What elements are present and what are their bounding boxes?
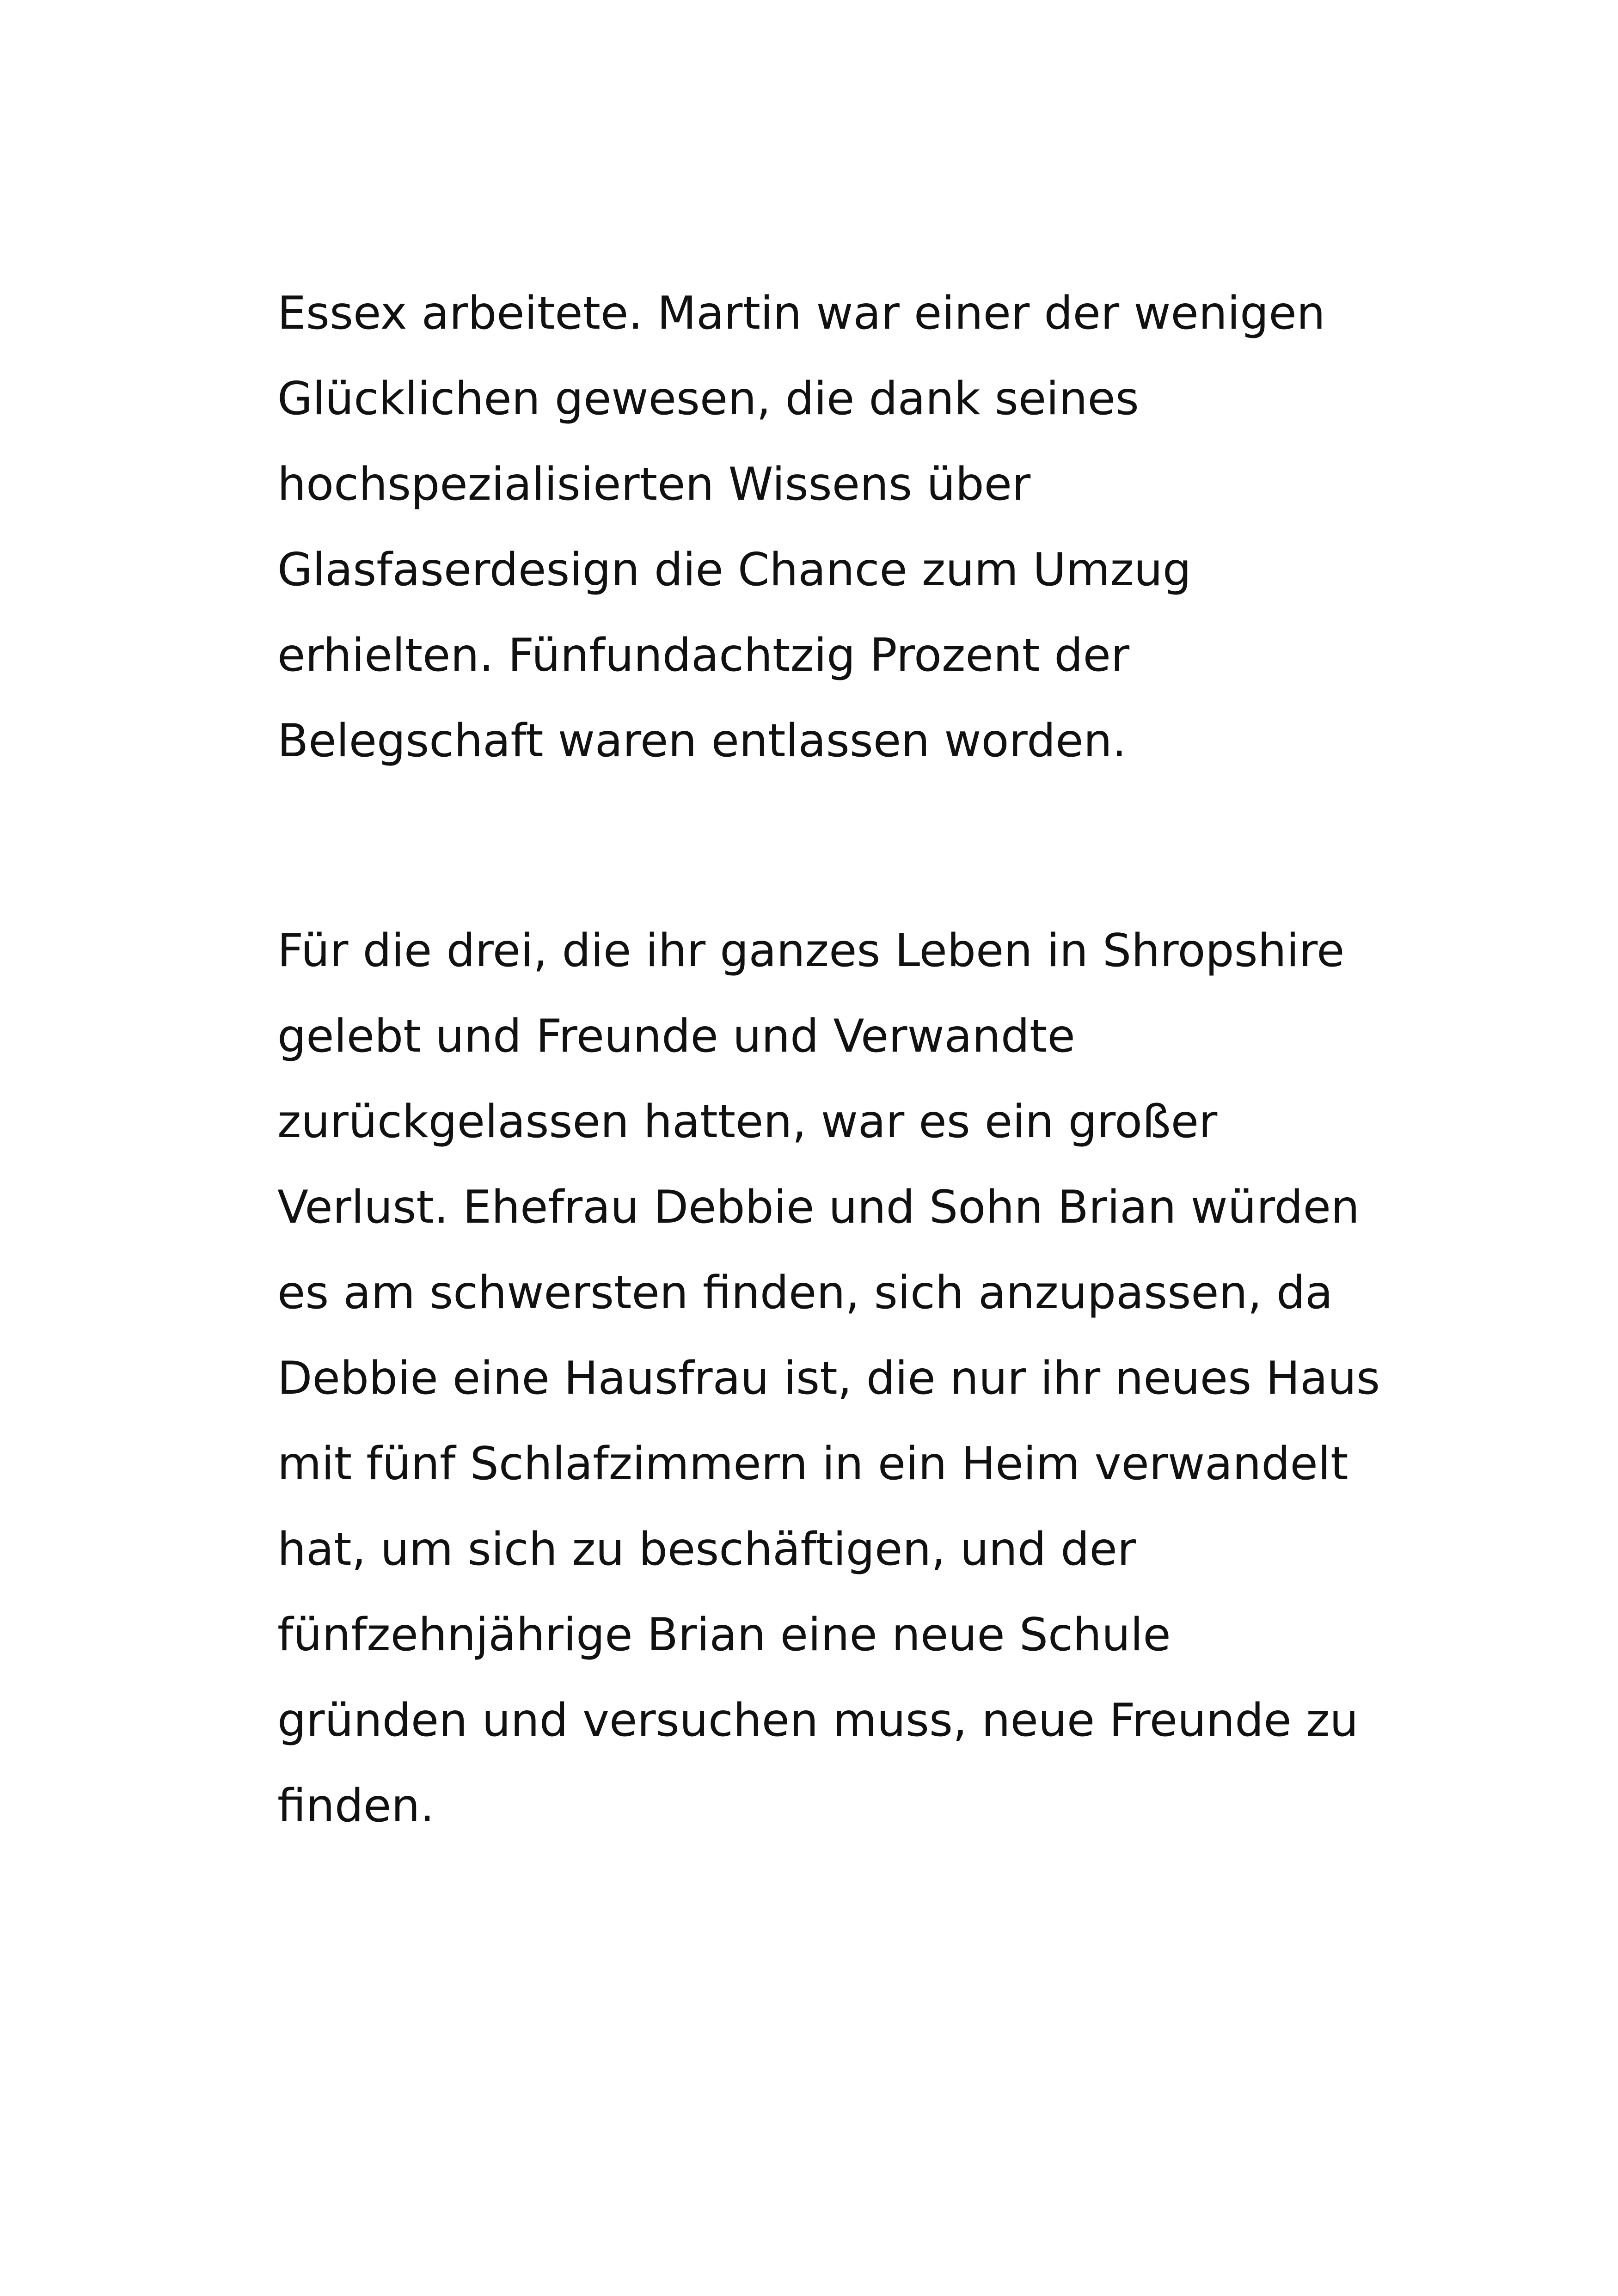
paragraph-line: Für die drei, die ihr ganzes Leben in Shropshire	[277, 925, 1345, 977]
paragraph-line: Verlust. Ehefrau Debbie und Sohn Brian würden	[277, 1181, 1360, 1234]
paragraph-1	[277, 271, 1387, 784]
paragraph-line: gründen und versuchen muss, neue Freunde zu	[277, 1694, 1359, 1747]
paragraph-line: gelebt und Freunde und Verwandte	[277, 1010, 1075, 1063]
paragraph-line: fünfzehnjährige Brian eine neue Schule	[277, 1609, 1171, 1661]
paragraph-line: hochspezialisierten Wissens über	[277, 458, 1031, 511]
paragraph-line: hat, um sich zu beschäftigen, und der	[277, 1523, 1136, 1576]
paragraph-line: finden.	[277, 1780, 435, 1832]
paragraph-line: Debbie eine Hausfrau ist, die nur ihr neues Haus	[277, 1352, 1380, 1405]
paragraph-line: es am schwersten finden, sich anzupassen, da	[277, 1267, 1333, 1319]
paragraph-line: Glasfaserdesign die Chance zum Umzug	[277, 544, 1192, 596]
paragraph-line: Belegschaft waren entlassen worden.	[277, 715, 1127, 767]
paragraph-line: Essex arbeitete. Martin war einer der wenigen	[277, 287, 1325, 340]
paragraph-2	[277, 908, 1387, 1849]
paragraph-line: zurückgelassen hatten, war es ein großer	[277, 1096, 1218, 1148]
paragraph-line: Glücklichen gewesen, die dank seines	[277, 373, 1139, 425]
paragraph-line: erhielten. Fünfundachtzig Prozent der	[277, 629, 1130, 682]
paragraph-line: mit fünf Schlafzimmern in ein Heim verwandelt	[277, 1438, 1348, 1490]
